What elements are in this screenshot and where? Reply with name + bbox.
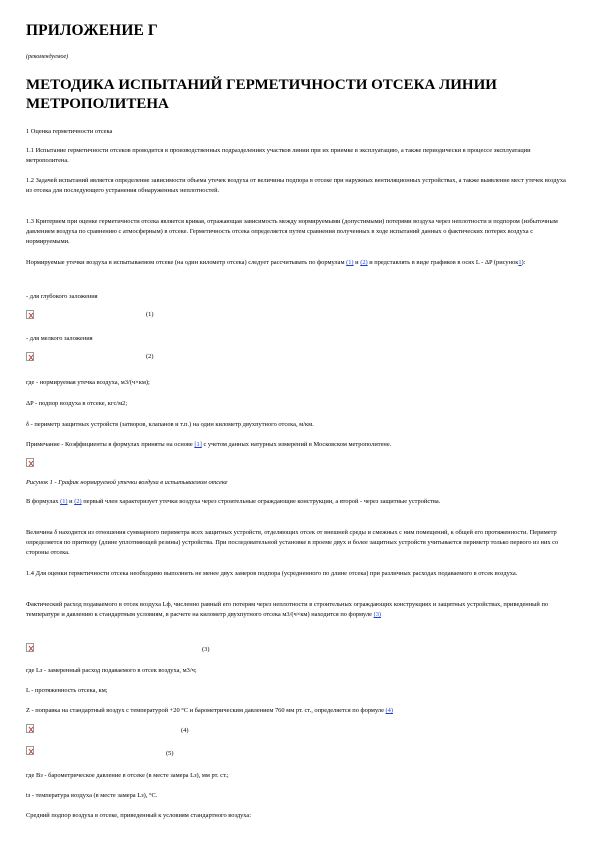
formula-4	[26, 724, 326, 736]
link-formula-4[interactable]: (4)	[385, 707, 393, 714]
normative-text-a: Нормируемые утечки воздуха в испытываемом отсеке (на один километр отсека) следует рассчитывать по формулам	[26, 259, 345, 266]
broken-image-icon	[26, 724, 34, 733]
formula-3	[26, 643, 326, 655]
broken-image-icon	[26, 458, 34, 467]
link-figure-1[interactable]: 1	[518, 259, 522, 266]
formula-5	[26, 746, 326, 758]
actual-flow-text: Фактический расход подаваемого в отсек воздуха Lф, численно равный его потерям через неплотности в строительных ограждающих конструкциях и защитных устройствах, приведенный по температуре и давлению к стандартным условиям, в расчете на километр двухпутного отсека м3/(ч×км) находится по формуле	[26, 601, 549, 619]
formula-number: (4)	[181, 727, 189, 734]
link-formula-3[interactable]: (3)	[373, 611, 382, 619]
note-coefficients	[26, 440, 566, 450]
broken-image-icon	[26, 352, 34, 361]
paragraph-1-2: 1.2 Задачей испытаний является определение зависимости объема утечек воздуха от величины подпора в отсеке при наружных вентиляционных устройствах, а также выявление мест утечек воздуха из отсека для последующего устранения обнаруженных неплотностей.	[26, 177, 566, 195]
paragraph-normative-leaks	[26, 258, 566, 268]
normative-text-d: ):	[521, 259, 526, 266]
normative-text-c: и представлять в виде графиков в осях L - ΔP (рисунок	[369, 259, 519, 266]
paragraph-formula-terms	[26, 497, 566, 507]
z-text: Z - поправка на стандартный воздух с температурой +20 °С и барометрическим давлением 760 мм рт. ст., определяется по формуле	[26, 707, 384, 714]
formula-2	[26, 352, 326, 364]
figure-1-caption: Рисунок 1 - График нормируемой утечки воздуха в испытываемом отсеке	[26, 479, 228, 486]
paragraph-1-4: 1.4 Для оценки герметичности отсека необходимо выполнить не менее двух замеров подпора (усредненного по длине отсека) при различных расходах подаваемого в отсек воздуха.	[26, 570, 518, 577]
definition-z	[26, 706, 566, 716]
link-formula-2[interactable]: (2)	[360, 259, 368, 266]
definition-delta: δ - периметр защитных устройств (затворов, клапанов и т.п.) на один километр двухпутного отсека, м/км.	[26, 421, 314, 428]
definition-normative-leak: где - нормируемая утечка воздуха, м3/(ч×км);	[26, 379, 150, 386]
formula-1	[26, 310, 326, 322]
paragraph-delta-value: Величина δ находится из отношения суммарного периметра всех защитных устройств, отделяющих отсек от внешней среды и смежных с ним помещений, к общей его протяженности. Периметр определяется по притвору (длине уплотняющей резины) устройства. При последовательной установке в проеме двух и более защитных устройств учитывается периметр только первого из них со стороны отсека.	[26, 529, 559, 557]
section-1-title: 1 Оценка герметичности отсека	[26, 128, 113, 135]
terms-text-c: первый член характеризует утечки воздуха через строительные ограждающие конструкции, а второй - через защитные устройства.	[83, 498, 441, 505]
definition-lz: где Lз - замеренный расход подаваемого в отсек воздуха, м3/ч;	[26, 667, 197, 674]
link-formula-1[interactable]: (1)	[60, 498, 68, 505]
page-title: ПРИЛОЖЕНИЕ Г	[26, 22, 158, 39]
formula-number: (3)	[202, 646, 210, 653]
broken-image-icon	[26, 746, 34, 755]
note-text-b: с учетом данных натурных измерений в Московском метрополитене.	[203, 441, 392, 448]
link-formula-2[interactable]: (2)	[74, 498, 82, 505]
paragraph-1-3: 1.3 Критерием при оценке герметичности отсека является кривая, отражающая зависимость между нормируемыми (допустимыми) потерями воздуха через неплотности и подпором (избыточным давлением воздуха по сравнению с атмосферным) в отсеке. Герметичность отсека определяется путем сравнения полученных в ходе испытаний данных о фактических потерях воздуха с нормируемыми.	[26, 218, 558, 246]
link-formula-1[interactable]: (1)	[346, 259, 354, 266]
paragraph-average-pressure: Средний подпор воздуха в отсеке, приведенный к условиям стандартного воздуха:	[26, 812, 252, 819]
terms-text-b: и	[69, 498, 73, 505]
definition-bz: где Bз - барометрическое давление в отсеке (в месте замера Lз), мм рт. ст.;	[26, 772, 229, 779]
paragraph-actual-flow	[26, 600, 566, 620]
method-heading: МЕТОДИКА ИСПЫТАНИЙ ГЕРМЕТИЧНОСТИ ОТСЕКА ЛИНИИ МЕТРОПОЛИТЕНА	[26, 77, 497, 112]
paragraph-1-1: 1.1 Испытание герметичности отсеков проводится в производственных подразделениях участков линии при их приемке в эксплуатацию, а также периодически в процессе эксплуатации метрополитена.	[26, 147, 531, 165]
broken-image-icon	[26, 643, 34, 652]
terms-text-a: В формулах	[26, 498, 59, 505]
formula-number: (2)	[146, 353, 154, 360]
normative-text-b: и	[355, 259, 359, 266]
formula-number: (5)	[166, 750, 174, 757]
definition-dp: ΔP - подпор воздуха в отсеке, кгс/м2;	[26, 400, 128, 407]
definition-length: L - протяженность отсека, км;	[26, 687, 108, 694]
recommended-note: (рекомендуемое)	[26, 54, 69, 60]
definition-tz: tз - температура воздуха (в месте замера Lз), °С.	[26, 792, 158, 799]
deep-laying-label: - для глубокого заложения	[26, 293, 98, 300]
note-text-a: Примечание - Коэффициенты в формулах приняты на основе	[26, 441, 193, 448]
formula-number: (1)	[146, 311, 154, 318]
link-reference-1[interactable]: [1]	[194, 441, 202, 448]
broken-image-icon	[26, 310, 34, 319]
figure-1	[26, 458, 36, 468]
shallow-laying-label: - для мелкого заложения	[26, 335, 93, 342]
